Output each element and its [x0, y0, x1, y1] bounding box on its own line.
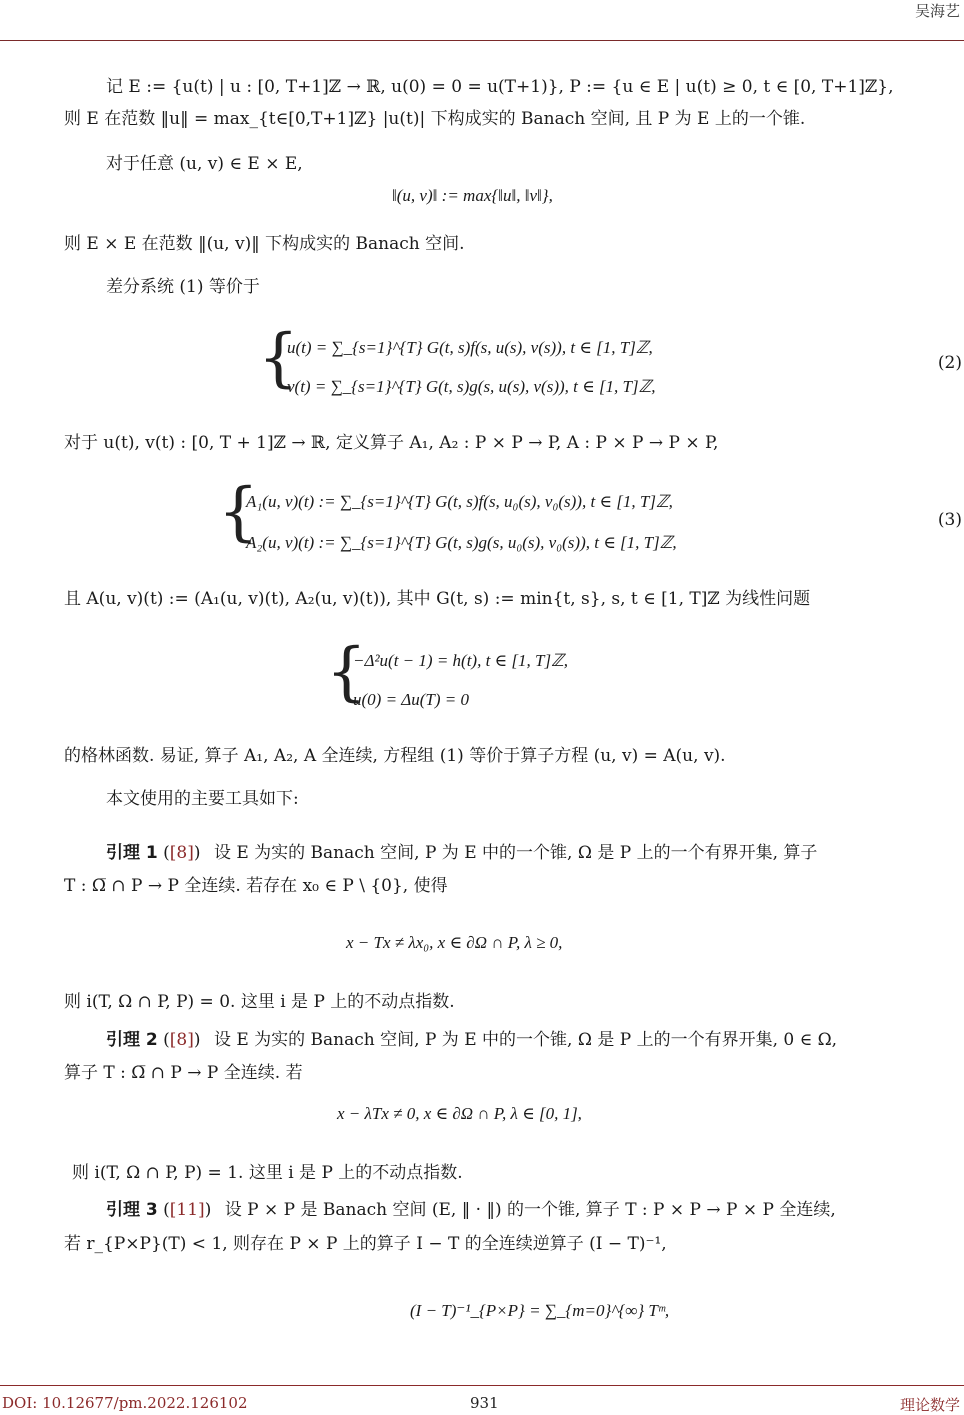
footer-page-number: 931 — [470, 1394, 499, 1412]
lemma-1-equation: x − Tx ≠ λx₀, x ∈ ∂Ω ∩ P, λ ≥ 0, — [346, 933, 563, 952]
para-2-line-1: 对于任意 (u, v) ∈ E × E, — [106, 154, 303, 174]
equation-2-row-2: v(t) = ∑_{s=1}^{T} G(t, s)g(s, u(s), v(s)), t ∈ [1, T]ℤ, — [287, 377, 656, 396]
equation-2-brace: { — [258, 321, 299, 395]
lemma-2-line-2: 算子 T : Ω̅ ∩ P → P 全连续. 若 — [64, 1063, 303, 1083]
equation-3-row-2: A₂(u, v)(t) := ∑_{s=1}^{T} G(t, s)g(s, u₀(s), v₀(s)), t ∈ [1, T]ℤ, — [246, 533, 677, 552]
lemma-2-text-1: 设 E 为实的 Banach 空间, P 为 E 中的一个锥, Ω 是 P 上的一个有界开集, 0 ∈ Ω, — [213, 1030, 838, 1050]
lemma-1-line-1: 引理 1 ([8]) 设 E 为实的 Banach 空间, P 为 E 中的一个锥, Ω 是 P 上的一个有界开集, 算子 — [106, 843, 818, 863]
header-rule — [0, 40, 964, 41]
equation-3-number: (3) — [937, 510, 962, 530]
lemma-1-citation[interactable]: [8] — [169, 843, 194, 863]
lemma-3-text-1: 设 P × P 是 Banach 空间 (E, ‖ · ‖) 的一个锥, 算子 T : P × P → P × P 全连续, — [224, 1200, 836, 1220]
para-5-line-1: 且 A(u, v)(t) := (A₁(u, v)(t), A₂(u, v)(t)), 其中 G(t, s) := min{t, s}, s, t ∈ [1, T]ℤ 为线性问题 — [64, 589, 811, 609]
lemma-1-line-3: 则 i(T, Ω ∩ P, P) = 0. 这里 i 是 P 上的不动点指数. — [64, 992, 455, 1012]
para-4-line-1: 对于 u(t), v(t) : [0, T + 1]ℤ → ℝ, 定义算子 A₁, A₂ : P × P → P, A : P × P → P × P, — [64, 433, 719, 453]
footer-journal-name: 理论数学 — [899, 1396, 960, 1414]
equation-2-row-1: u(t) = ∑_{s=1}^{T} G(t, s)f(s, u(s), v(s)), t ∈ [1, T]ℤ, — [287, 338, 653, 357]
equation-4-row-1: −Δ²u(t − 1) = h(t), t ∈ [1, T]ℤ, — [353, 651, 568, 670]
para-1-line-2: 则 E 在范数 ‖u‖ = max_{t∈[0,T+1]ℤ} |u(t)| 下构成实的 Banach 空间, 且 P 为 E 上的一个锥. — [64, 109, 806, 129]
lemma-2-equation: x − λTx ≠ 0, x ∈ ∂Ω ∩ P, λ ∈ [0, 1], — [337, 1104, 582, 1123]
equation-4-row-2: u(0) = Δu(T) = 0 — [353, 690, 470, 709]
para-2-line-2: 则 E × E 在范数 ‖(u, v)‖ 下构成实的 Banach 空间. — [64, 234, 465, 254]
footer-doi[interactable]: DOI: 10.12677/pm.2022.126102 — [2, 1394, 248, 1412]
lemma-1-line-2: T : Ω̅ ∩ P → P 全连续. 若存在 x₀ ∈ P \ {0}, 使得 — [64, 876, 448, 896]
para-1-line-1: 记 E := {u(t) | u : [0, T+1]ℤ → ℝ, u(0) = 0 = u(T+1)}, P := {u ∈ E | u(t) ≥ 0, t ∈ [0, T+1]ℤ}, — [106, 77, 894, 97]
lemma-2-line-3: 则 i(T, Ω ∩ P, P) = 1. 这里 i 是 P 上的不动点指数. — [72, 1163, 463, 1183]
para-3-line-1: 差分系统 (1) 等价于 — [106, 277, 260, 297]
equation-3-brace: { — [218, 475, 259, 549]
lemma-2-citation[interactable]: [8] — [169, 1030, 194, 1050]
lemma-1-heading: 引理 1 — [106, 843, 158, 863]
lemma-3-line-1: 引理 3 ([11]) 设 P × P 是 Banach 空间 (E, ‖ · ‖) 的一个锥, 算子 T : P × P → P × P 全连续, — [106, 1200, 836, 1220]
equation-2-number: (2) — [937, 353, 962, 373]
lemma-1-text-1: 设 E 为实的 Banach 空间, P 为 E 中的一个锥, Ω 是 P 上的一个有界开集, 算子 — [213, 843, 818, 863]
lemma-3-line-2: 若 r_{P×P}(T) < 1, 则存在 P × P 上的算子 I − T 的全连续逆算子 (I − T)⁻¹, — [64, 1234, 667, 1254]
lemma-2-heading: 引理 2 — [106, 1030, 158, 1050]
equation-norm: ‖(u, v)‖ := max{‖u‖, ‖v‖}, — [392, 186, 553, 205]
para-7-line-1: 本文使用的主要工具如下: — [106, 789, 299, 809]
lemma-3-citation[interactable]: [11] — [169, 1200, 205, 1220]
equation-4-brace: { — [326, 635, 367, 709]
lemma-2-line-1: 引理 2 ([8]) 设 E 为实的 Banach 空间, P 为 E 中的一个锥, Ω 是 P 上的一个有界开集, 0 ∈ Ω, — [106, 1030, 838, 1050]
equation-3-row-1: A₁(u, v)(t) := ∑_{s=1}^{T} G(t, s)f(s, u₀(s), v₀(s)), t ∈ [1, T]ℤ, — [246, 492, 673, 511]
footer-rule — [0, 1385, 964, 1386]
lemma-3-equation: (I − T)⁻¹_{P×P} = ∑_{m=0}^{∞} Tᵐ, — [410, 1301, 670, 1320]
header-author: 吴海艺 — [914, 2, 960, 20]
lemma-3-heading: 引理 3 — [106, 1200, 158, 1220]
para-6-line-1: 的格林函数. 易证, 算子 A₁, A₂, A 全连续, 方程组 (1) 等价于算子方程 (u, v) = A(u, v). — [64, 746, 726, 766]
